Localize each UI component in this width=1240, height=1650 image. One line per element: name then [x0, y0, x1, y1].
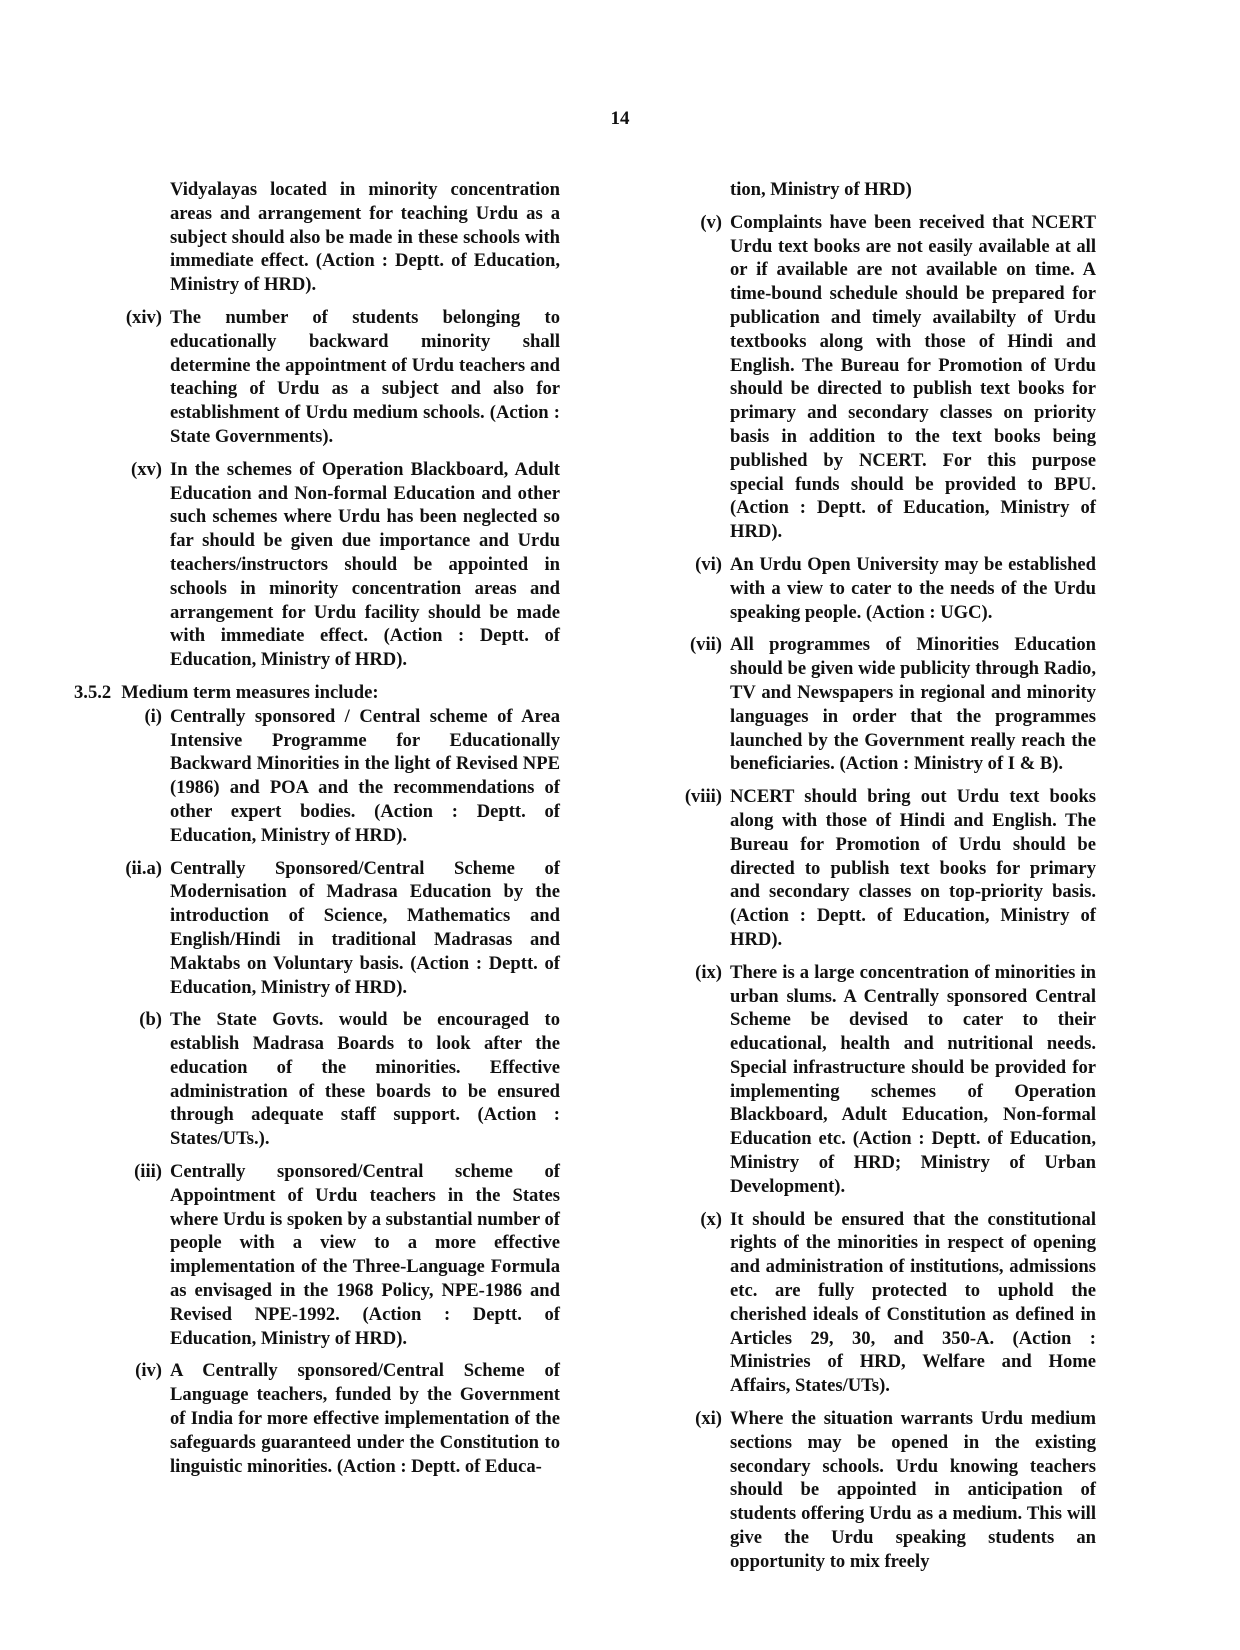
list-item-label: (ii.a)	[125, 857, 162, 879]
list-item-text: Centrally sponsored/Central scheme of Appointment of Urdu teachers in the States where Urdu is spoken by a substantial number of people with a view to a more effective implementation of the Three-Language Formula as envisaged in the 1968 Policy, NPE-1986 and Revised NPE-1992. (Action : Deptt. of Education, Ministry of HRD).	[170, 1161, 560, 1349]
list-item-text: Centrally sponsored / Central scheme of Area Intensive Programme for Educationally Backward Minorities in the light of Revised NPE (1986) and POA and the recommendations of other expert bodies. (Action : Deptt. of Education, Ministry of HRD).	[170, 705, 560, 846]
list-item-text: It should be ensured that the constitutional rights of the minorities in respect of opening and administration of institutions, admissions etc. are fully protected to uphold the cherished ideals of Constitution as defined in Articles 29, 30, and 350-A. (Action : Ministries of HRD, Welfare and Home Affairs, States/UTs).	[730, 1208, 1096, 1397]
list-item-text: An Urdu Open University may be established with a view to cater to the needs of the Urdu speaking people. (Action : UGC).	[730, 553, 1096, 623]
list-item-text: The State Govts. would be encouraged to establish Madrasa Boards to look after the education of the minorities. Effective administration of these boards to be ensured through adequate staff support. (Action : States/UTs.).	[170, 1009, 560, 1150]
list-item-label: (vi)	[695, 553, 722, 575]
list-item-i	[90, 705, 560, 848]
list-item-vi	[660, 553, 1096, 624]
list-item-label: (x)	[700, 1208, 722, 1230]
list-item-xiv	[90, 306, 560, 449]
page-number: 14	[610, 108, 630, 129]
list-item-viii	[660, 785, 1096, 952]
list-item-text: There is a large concentration of minorities in urban slums. A Centrally sponsored Central Scheme be devised to cater to their educational, health and nutritional needs. Special infrastructure should be provided for implementing schemes of Operation Blackboard, Adult Education, Non-formal Education etc. (Action : Deptt. of Education, Ministry of HRD; Ministry of Urban Development).	[730, 961, 1096, 1197]
paragraph-text: Vidyalayas located in minority concentration areas and arrangement for teaching Urdu as a subject should also be made in these schools with immediate effect. (Action : Deptt. of Education, Ministry of HRD).	[170, 179, 560, 296]
list-item-text: Where the situation warrants Urdu medium sections may be opened in the existing secondary schools. Urdu knowing teachers should be appointed in anticipation of students offering Urdu as a medium. This will give the Urdu speaking students an opportunity to mix freely	[730, 1408, 1096, 1572]
list-item-iv	[90, 1359, 560, 1478]
list-item-text: NCERT should bring out Urdu text books along with those of Hindi and English. The Bureau for Promotion of Urdu should be directed to publish text books for primary and secondary classes on top-priority basis. (Action : Deptt. of Education, Ministry of HRD).	[730, 786, 1096, 950]
list-item-b	[90, 1008, 560, 1151]
paragraph-text: tion, Ministry of HRD)	[730, 179, 912, 200]
section-heading	[74, 681, 560, 705]
list-item-text: Complaints have been received that NCERT Urdu text books are not easily available at all or if available are not available on time. A time-bound schedule should be prepared for publication and timely availabilty of Urdu textbooks along with those of Hindi and English. The Bureau for Promotion of Urdu should be directed to publish text books for primary and secondary classes on priority basis in addition to the text books being published by NCERT. For this purpose special funds should be provided to BPU. (Action : Deptt. of Education, Ministry of HRD).	[730, 211, 1096, 543]
list-item-label: (iii)	[134, 1161, 162, 1183]
list-item-vii	[660, 633, 1096, 776]
list-item-v	[660, 211, 1096, 544]
list-item-text: Centrally Sponsored/Central Scheme of Modernisation of Madrasa Education by the introduction of Science, Mathematics and English/Hindi in traditional Madrasas and Maktabs on Voluntary basis. (Action : Deptt. of Education, Ministry of HRD).	[170, 857, 560, 998]
list-item-label: (xv)	[131, 458, 162, 480]
list-item-label: (xi)	[695, 1408, 722, 1430]
list-item-iii	[90, 1160, 560, 1350]
section-number: 3.5.2	[74, 681, 112, 703]
list-item-xv	[90, 458, 560, 672]
list-item-xi	[660, 1407, 1096, 1574]
list-item-label: (xiv)	[125, 306, 162, 328]
right-column	[660, 178, 1096, 1574]
list-item-text: A Centrally sponsored/Central Scheme of Language teachers, funded by the Government of India for more effective implementation of the safeguards guaranteed under the Constitution to linguistic minorities. (Action : Deptt. of Educa-	[170, 1360, 560, 1477]
list-item-label: (viii)	[684, 786, 722, 808]
section-title: Medium term measures include:	[121, 681, 379, 703]
list-item-ix	[660, 961, 1096, 1199]
list-item-ii-a	[90, 857, 560, 1000]
list-item-label: (iv)	[135, 1360, 162, 1382]
list-item-text: All programmes of Minorities Education should be given wide publicity through Radio, TV and Newspapers in regional and minority languages in order that the programmes launched by the Government really reach the beneficiaries. (Action : Ministry of I & B).	[730, 634, 1096, 775]
continuation-paragraph	[660, 178, 1096, 202]
list-item-text: In the schemes of Operation Blackboard, Adult Education and Non-formal Education and other such schemes where Urdu has been neglected so far should be given due importance and Urdu teachers/instructors should be appointed in schools in minority concentration areas and arrangement for Urdu facility should be made with immediate effect. (Action : Deptt. of Education, Ministry of HRD).	[170, 458, 560, 671]
list-item-text: The number of students belonging to educationally backward minority shall determine the appointment of Urdu teachers and teaching of Urdu as a subject and also for establishment of Urdu medium schools. (Action : State Governments).	[170, 306, 560, 447]
left-column	[74, 178, 560, 1478]
list-item-label: (i)	[144, 705, 162, 727]
list-item-label: (v)	[700, 211, 722, 233]
list-item-label: (vii)	[689, 634, 722, 656]
continuation-paragraph	[90, 178, 560, 297]
list-item-label: (ix)	[695, 961, 722, 983]
list-item-x	[660, 1208, 1096, 1398]
list-item-label: (b)	[139, 1009, 162, 1031]
